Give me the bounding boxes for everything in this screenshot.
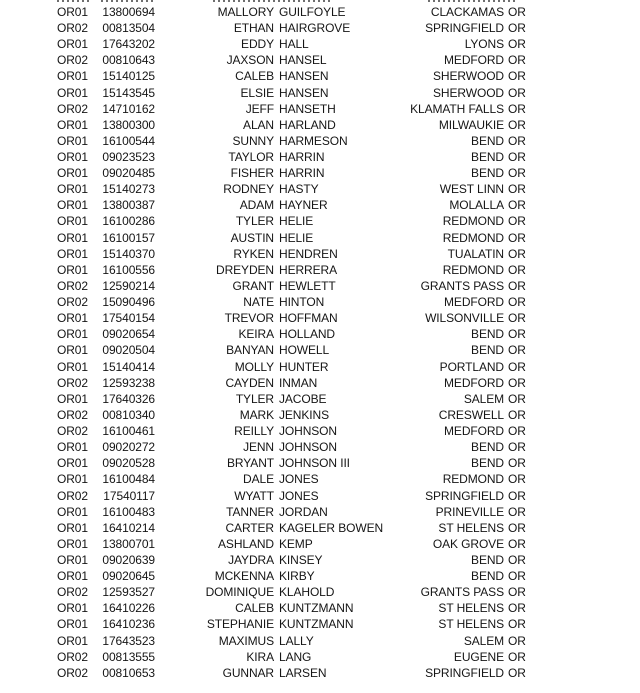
last-name-cell: LANG [279, 649, 312, 664]
state-cell: OR [508, 488, 526, 503]
city-cell: TUALATIN [447, 246, 504, 261]
state-cell: OR [508, 198, 526, 213]
last-name-cell: JOHNSON [279, 440, 337, 455]
clipped-code-fragment [57, 0, 90, 2]
last-name-cell: HELIE [279, 230, 314, 245]
id-cell: 17640326 [102, 391, 155, 406]
id-cell: 00810340 [102, 407, 155, 422]
id-cell: 16100286 [102, 214, 155, 229]
id-cell: 09020639 [102, 552, 155, 567]
state-cell: OR [508, 278, 526, 293]
table-row [0, 20, 640, 36]
city-cell: LYONS [464, 37, 504, 52]
last-name-cell: HARRIN [279, 149, 325, 164]
state-cell: OR [508, 552, 526, 567]
last-name-cell: JACOBE [279, 391, 327, 406]
last-name-cell: JOHNSON III [279, 456, 350, 471]
table-row [0, 213, 640, 229]
state-cell: OR [508, 359, 526, 374]
last-name-cell: JOHNSON [279, 424, 337, 439]
id-cell: 12590214 [102, 278, 155, 293]
city-cell: MEDFORD [444, 53, 504, 68]
first-name-cell: MAXIMUS [218, 633, 274, 648]
id-cell: 12593527 [102, 585, 155, 600]
first-name-cell: TREVOR [224, 311, 274, 326]
code-cell: OR02 [57, 278, 88, 293]
state-cell: OR [508, 569, 526, 584]
code-cell: OR01 [57, 633, 88, 648]
table-row [0, 455, 640, 471]
state-cell: OR [508, 407, 526, 422]
first-name-cell: ETHAN [233, 21, 274, 36]
id-cell: 15140125 [102, 69, 155, 84]
last-name-cell: GUILFOYLE [279, 4, 346, 19]
last-name-cell: HANSEN [279, 69, 329, 84]
state-cell: OR [508, 182, 526, 197]
code-cell: OR01 [57, 85, 88, 100]
city-cell: BEND [471, 327, 504, 342]
id-cell: 09020528 [102, 456, 155, 471]
city-cell: SPRINGFIELD [425, 21, 504, 36]
table-row [0, 294, 640, 310]
last-name-cell: HOFFMAN [279, 311, 338, 326]
last-name-cell: HUNTER [279, 359, 329, 374]
code-cell: OR02 [57, 375, 88, 390]
city-cell: MILWAUKIE [438, 117, 504, 132]
code-cell: OR01 [57, 504, 88, 519]
city-cell: REDMOND [442, 230, 504, 245]
first-name-cell: GRANT [232, 278, 274, 293]
id-cell: 16410214 [102, 520, 155, 535]
first-name-cell: GUNNAR [222, 665, 274, 680]
first-name-cell: RODNEY [223, 182, 274, 197]
first-name-cell: DOMINIQUE [205, 585, 274, 600]
city-cell: BEND [471, 166, 504, 181]
city-cell: BEND [471, 456, 504, 471]
id-cell: 13800701 [102, 536, 155, 551]
table-row [0, 600, 640, 616]
code-cell: OR02 [57, 585, 88, 600]
first-name-cell: TYLER [235, 391, 274, 406]
table-row [0, 423, 640, 439]
table-row [0, 536, 640, 552]
first-name-cell: TAYLOR [228, 149, 274, 164]
code-cell: OR01 [57, 440, 88, 455]
table-row [0, 4, 640, 20]
table-row [0, 197, 640, 213]
last-name-cell: KAGELER BOWEN [279, 520, 384, 535]
table-row [0, 181, 640, 197]
first-name-cell: FISHER [230, 166, 274, 181]
city-cell: MEDFORD [444, 295, 504, 310]
last-name-cell: LALLY [279, 633, 314, 648]
first-name-cell: JAYDRA [228, 552, 274, 567]
state-cell: OR [508, 69, 526, 84]
code-cell: OR01 [57, 327, 88, 342]
state-cell: OR [508, 536, 526, 551]
id-cell: 16410236 [102, 617, 155, 632]
id-cell: 00810643 [102, 53, 155, 68]
state-cell: OR [508, 133, 526, 148]
last-name-cell: HELIE [279, 214, 314, 229]
code-cell: OR01 [57, 311, 88, 326]
table-row [0, 52, 640, 68]
last-name-cell: KUNTZMANN [279, 617, 354, 632]
id-cell: 17643202 [102, 37, 155, 52]
id-cell: 16100556 [102, 262, 155, 277]
first-name-cell: MARK [239, 407, 274, 422]
id-cell: 15090496 [102, 295, 155, 310]
state-cell: OR [508, 101, 526, 116]
code-cell: OR01 [57, 552, 88, 567]
state-cell: OR [508, 85, 526, 100]
city-cell: ST HELENS [438, 601, 504, 616]
code-cell: OR01 [57, 149, 88, 164]
city-cell: SPRINGFIELD [425, 488, 504, 503]
code-cell: OR02 [57, 21, 88, 36]
table-row [0, 165, 640, 181]
city-cell: OAK GROVE [432, 536, 504, 551]
id-cell: 09023523 [102, 149, 155, 164]
first-name-cell: TANNER [226, 504, 274, 519]
clipped-name-fragment [213, 0, 330, 2]
code-cell: OR01 [57, 359, 88, 374]
city-cell: GRANTS PASS [420, 585, 504, 600]
city-cell: CLACKAMAS [430, 4, 504, 19]
id-cell: 13800694 [102, 4, 155, 19]
code-cell: OR02 [57, 649, 88, 664]
code-cell: OR01 [57, 601, 88, 616]
first-name-cell: STEPHANIE [206, 617, 274, 632]
code-cell: OR01 [57, 182, 88, 197]
state-cell: OR [508, 262, 526, 277]
first-name-cell: AUSTIN [230, 230, 274, 245]
city-cell: SALEM [463, 633, 504, 648]
first-name-cell: MALLORY [217, 4, 274, 19]
city-cell: PRINEVILLE [435, 504, 504, 519]
table-row [0, 101, 640, 117]
state-cell: OR [508, 246, 526, 261]
city-cell: BEND [471, 343, 504, 358]
first-name-cell: ALAN [243, 117, 274, 132]
code-cell: OR01 [57, 166, 88, 181]
table-row [0, 85, 640, 101]
city-cell: KLAMATH FALLS [410, 101, 504, 116]
table-row [0, 391, 640, 407]
state-cell: OR [508, 601, 526, 616]
city-cell: WEST LINN [439, 182, 504, 197]
table-row [0, 310, 640, 326]
city-cell: BEND [471, 569, 504, 584]
state-cell: OR [508, 665, 526, 680]
first-name-cell: WYATT [234, 488, 274, 503]
code-cell: OR01 [57, 214, 88, 229]
last-name-cell: HARLAND [279, 117, 336, 132]
code-cell: OR02 [57, 488, 88, 503]
last-name-cell: HAIRGROVE [279, 21, 351, 36]
last-name-cell: LARSEN [279, 665, 327, 680]
table-row [0, 68, 640, 84]
table-row [0, 520, 640, 536]
table-row [0, 230, 640, 246]
state-cell: OR [508, 375, 526, 390]
id-cell: 16100461 [102, 424, 155, 439]
first-name-cell: ELSIE [240, 85, 274, 100]
state-cell: OR [508, 424, 526, 439]
table-row [0, 471, 640, 487]
state-cell: OR [508, 214, 526, 229]
first-name-cell: JEFF [245, 101, 274, 116]
city-cell: EUGENE [453, 649, 504, 664]
last-name-cell: HANSETH [279, 101, 336, 116]
state-cell: OR [508, 21, 526, 36]
id-cell: 12593238 [102, 375, 155, 390]
table-row [0, 584, 640, 600]
last-name-cell: JONES [279, 488, 319, 503]
first-name-cell: DALE [243, 472, 274, 487]
id-cell: 00813555 [102, 649, 155, 664]
city-cell: BEND [471, 149, 504, 164]
code-cell: OR01 [57, 117, 88, 132]
last-name-cell: HERRERA [279, 262, 337, 277]
id-cell: 17540117 [103, 488, 155, 503]
state-cell: OR [508, 440, 526, 455]
first-name-cell: ADAM [239, 198, 274, 213]
code-cell: OR01 [57, 472, 88, 487]
city-cell: MEDFORD [444, 424, 504, 439]
table-row [0, 407, 640, 423]
city-cell: REDMOND [442, 472, 504, 487]
id-cell: 09020272 [102, 440, 155, 455]
id-cell: 13800300 [102, 117, 155, 132]
code-cell: OR01 [57, 262, 88, 277]
first-name-cell: BANYAN [226, 343, 274, 358]
city-cell: GRANTS PASS [420, 278, 504, 293]
last-name-cell: JONES [279, 472, 319, 487]
id-cell: 16100484 [102, 472, 155, 487]
table-row [0, 246, 640, 262]
city-cell: BEND [471, 440, 504, 455]
id-cell: 15143545 [102, 85, 155, 100]
state-cell: OR [508, 230, 526, 245]
state-cell: OR [508, 327, 526, 342]
state-cell: OR [508, 4, 526, 19]
last-name-cell: HENDREN [279, 246, 338, 261]
state-cell: OR [508, 504, 526, 519]
first-name-cell: JAXSON [226, 53, 274, 68]
first-name-cell: CALEB [235, 601, 274, 616]
first-name-cell: JENN [243, 440, 274, 455]
first-name-cell: SUNNY [232, 133, 274, 148]
state-cell: OR [508, 472, 526, 487]
id-cell: 17643523 [102, 633, 155, 648]
first-name-cell: KIRA [246, 649, 274, 664]
clipped-id-fragment [101, 0, 155, 2]
code-cell: OR01 [57, 69, 88, 84]
state-cell: OR [508, 117, 526, 132]
table-row [0, 149, 640, 165]
id-cell: 17540154 [102, 311, 155, 326]
state-cell: OR [508, 520, 526, 535]
first-name-cell: MOLLY [234, 359, 274, 374]
city-cell: WILSONVILLE [425, 311, 504, 326]
table-row [0, 359, 640, 375]
code-cell: OR02 [57, 424, 88, 439]
table-row [0, 262, 640, 278]
table-row [0, 133, 640, 149]
table-row [0, 665, 640, 681]
state-cell: OR [508, 295, 526, 310]
last-name-cell: HARMESON [279, 133, 348, 148]
code-cell: OR01 [57, 37, 88, 52]
table-row [0, 616, 640, 632]
last-name-cell: KEMP [279, 536, 313, 551]
city-cell: PORTLAND [439, 359, 504, 374]
table-row [0, 117, 640, 133]
first-name-cell: MCKENNA [214, 569, 274, 584]
last-name-cell: HASTY [279, 182, 319, 197]
first-name-cell: REILLY [234, 424, 274, 439]
first-name-cell: CARTER [225, 520, 274, 535]
table-row [0, 326, 640, 342]
last-name-cell: KIRBY [279, 569, 315, 584]
code-cell: OR01 [57, 198, 88, 213]
code-cell: OR01 [57, 520, 88, 535]
first-name-cell: KEIRA [238, 327, 274, 342]
city-cell: SHERWOOD [433, 69, 504, 84]
last-name-cell: HANSEN [279, 85, 329, 100]
table-row [0, 278, 640, 294]
city-cell: CRESWELL [438, 407, 504, 422]
state-cell: OR [508, 37, 526, 52]
city-cell: ST HELENS [438, 617, 504, 632]
code-cell: OR01 [57, 536, 88, 551]
code-cell: OR02 [57, 665, 88, 680]
city-cell: SPRINGFIELD [425, 665, 504, 680]
table-row [0, 568, 640, 584]
code-cell: OR01 [57, 133, 88, 148]
city-cell: ST HELENS [438, 520, 504, 535]
last-name-cell: KUNTZMANN [279, 601, 354, 616]
id-cell: 15140414 [102, 359, 155, 374]
code-cell: OR01 [57, 4, 88, 19]
city-cell: BEND [471, 133, 504, 148]
code-cell: OR01 [57, 246, 88, 261]
city-cell: SHERWOOD [433, 85, 504, 100]
code-cell: OR01 [57, 343, 88, 358]
table-row [0, 504, 640, 520]
table-row [0, 633, 640, 649]
city-cell: BEND [471, 552, 504, 567]
table-row [0, 649, 640, 665]
last-name-cell: HINTON [279, 295, 325, 310]
code-cell: OR01 [57, 569, 88, 584]
last-name-cell: HANSEL [279, 53, 327, 68]
state-cell: OR [508, 633, 526, 648]
last-name-cell: JORDAN [279, 504, 328, 519]
id-cell: 16410226 [102, 601, 155, 616]
first-name-cell: CAYDEN [225, 375, 274, 390]
last-name-cell: JENKINS [279, 407, 329, 422]
first-name-cell: ASHLAND [218, 536, 274, 551]
state-cell: OR [508, 391, 526, 406]
city-cell: MOLALLA [449, 198, 504, 213]
code-cell: OR01 [57, 456, 88, 471]
first-name-cell: RYKEN [233, 246, 274, 261]
id-cell: 09020485 [102, 166, 155, 181]
table-row [0, 342, 640, 358]
state-cell: OR [508, 311, 526, 326]
first-name-cell: BRYANT [227, 456, 274, 471]
code-cell: OR02 [57, 101, 88, 116]
state-cell: OR [508, 343, 526, 358]
code-cell: OR02 [57, 295, 88, 310]
id-cell: 15140370 [102, 246, 155, 261]
code-cell: OR01 [57, 617, 88, 632]
last-name-cell: HAYNER [279, 198, 328, 213]
state-cell: OR [508, 456, 526, 471]
table-row [0, 439, 640, 455]
id-cell: 00813504 [102, 21, 155, 36]
state-cell: OR [508, 649, 526, 664]
city-cell: REDMOND [442, 262, 504, 277]
table-row [0, 375, 640, 391]
id-cell: 13800387 [102, 198, 155, 213]
table-row [0, 552, 640, 568]
first-name-cell: TYLER [235, 214, 274, 229]
clipped-city-fragment [428, 0, 518, 2]
id-cell: 14710162 [102, 101, 155, 116]
last-name-cell: KINSEY [279, 552, 323, 567]
last-name-cell: INMAN [279, 375, 318, 390]
first-name-cell: NATE [243, 295, 274, 310]
id-cell: 16100483 [102, 504, 155, 519]
clipped-top-row [0, 0, 640, 3]
last-name-cell: HOWELL [279, 343, 330, 358]
last-name-cell: HOLLAND [279, 327, 335, 342]
id-cell: 09020654 [102, 327, 155, 342]
state-cell: OR [508, 617, 526, 632]
table-row [0, 488, 640, 504]
first-name-cell: CALEB [235, 69, 274, 84]
last-name-cell: HEWLETT [279, 278, 336, 293]
state-cell: OR [508, 585, 526, 600]
id-cell: 09020645 [102, 569, 155, 584]
code-cell: OR01 [57, 391, 88, 406]
city-cell: SALEM [463, 391, 504, 406]
state-cell: OR [508, 166, 526, 181]
state-cell: OR [508, 53, 526, 68]
city-cell: REDMOND [442, 214, 504, 229]
id-cell: 15140273 [102, 182, 155, 197]
first-name-cell: DREYDEN [216, 262, 274, 277]
code-cell: OR02 [57, 53, 88, 68]
city-cell: MEDFORD [444, 375, 504, 390]
table-row [0, 36, 640, 52]
id-cell: 16100157 [102, 230, 155, 245]
code-cell: OR01 [57, 230, 88, 245]
id-cell: 00810653 [102, 665, 155, 680]
last-name-cell: HALL [279, 37, 309, 52]
code-cell: OR02 [57, 407, 88, 422]
first-name-cell: EDDY [241, 37, 274, 52]
id-cell: 09020504 [102, 343, 155, 358]
state-cell: OR [508, 149, 526, 164]
last-name-cell: KLAHOLD [279, 585, 335, 600]
last-name-cell: HARRIN [279, 166, 325, 181]
id-cell: 16100544 [102, 133, 155, 148]
